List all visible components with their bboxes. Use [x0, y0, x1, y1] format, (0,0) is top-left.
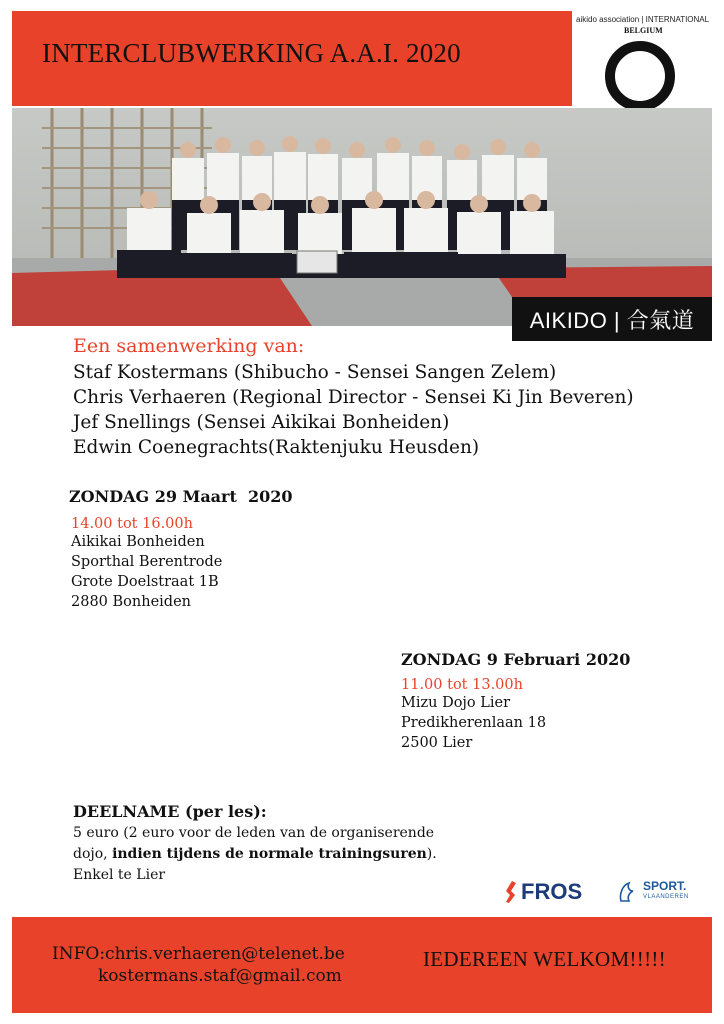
event-location-line: 2500 Lier [401, 735, 473, 751]
event-time: 14.00 tot 16.00h [71, 516, 193, 532]
event-bonheiden [69, 487, 293, 612]
event-time: 11.00 tot 13.00h [401, 677, 523, 693]
sport-main-label: SPORT. [643, 879, 687, 893]
participation-text [73, 823, 453, 886]
collaboration-heading: Een samenwerking van: [73, 335, 305, 357]
event-date: ZONDAG 29 Maart 2020 [69, 487, 293, 506]
collaboration-member: Jef Snellings (Sensei Aikikai Bonheiden) [73, 412, 450, 433]
fros-runner-icon [503, 879, 519, 905]
participation-text-bold: indien tijdens de normale trainingsuren [112, 846, 427, 862]
logo-country: BELGIUM [624, 26, 663, 35]
participation-text-end: ). Enkel te Lier [73, 846, 437, 883]
logo-org-name: aikido association | INTERNATIONAL [576, 15, 710, 24]
event-date: ZONDAG 9 Februari 2020 [401, 650, 631, 669]
lion-icon [617, 879, 639, 905]
enso-circle-icon [600, 36, 680, 116]
sport-sub-label: VLAANDEREN [643, 894, 689, 900]
participation-text-start: 5 euro (2 euro voor de leden van de organiserende dojo, [73, 825, 435, 862]
photo-caption: AIKIDO | 合氣道 [512, 297, 712, 341]
collaboration-member: Staf Kostermans (Shibucho - Sensei Sangen Zelem) [73, 362, 557, 383]
event-location-line: Mizu Dojo Lier [401, 695, 511, 711]
participation-section [73, 802, 453, 886]
sport-vlaanderen-logo [617, 874, 717, 910]
event-location [401, 693, 630, 753]
welcome-text: IEDEREEN WELKOM!!!!! [423, 947, 666, 971]
event-lier [401, 650, 630, 753]
contact-email-2: kostermans.staf@gmail.com [98, 966, 342, 986]
group-photo [12, 108, 712, 326]
collaboration-member: Edwin Coenegrachts(Raktenjuku Heusden) [73, 437, 480, 458]
event-location-line: 2880 Bonheiden [71, 594, 191, 610]
collaboration-list [73, 360, 634, 460]
participation-heading: DEELNAME (per les): [73, 802, 267, 821]
contact-email-1: INFO:chris.verhaeren@telenet.be [52, 944, 345, 964]
event-location-line: Sporthal Berentrode [71, 554, 223, 570]
event-location-line: Aikikai Bonheiden [71, 534, 205, 550]
fros-label: FROS [521, 879, 583, 904]
collaboration-member: Chris Verhaeren (Regional Director - Sensei Ki Jin Beveren) [73, 387, 634, 408]
event-location [71, 532, 293, 612]
sport-text [643, 881, 689, 903]
page-title: INTERCLUBWERKING A.A.I. 2020 [42, 38, 461, 68]
event-location-line: Predikherenlaan 18 [401, 715, 547, 731]
event-location-line: Grote Doelstraat 1B [71, 574, 219, 590]
fros-logo [503, 874, 603, 910]
